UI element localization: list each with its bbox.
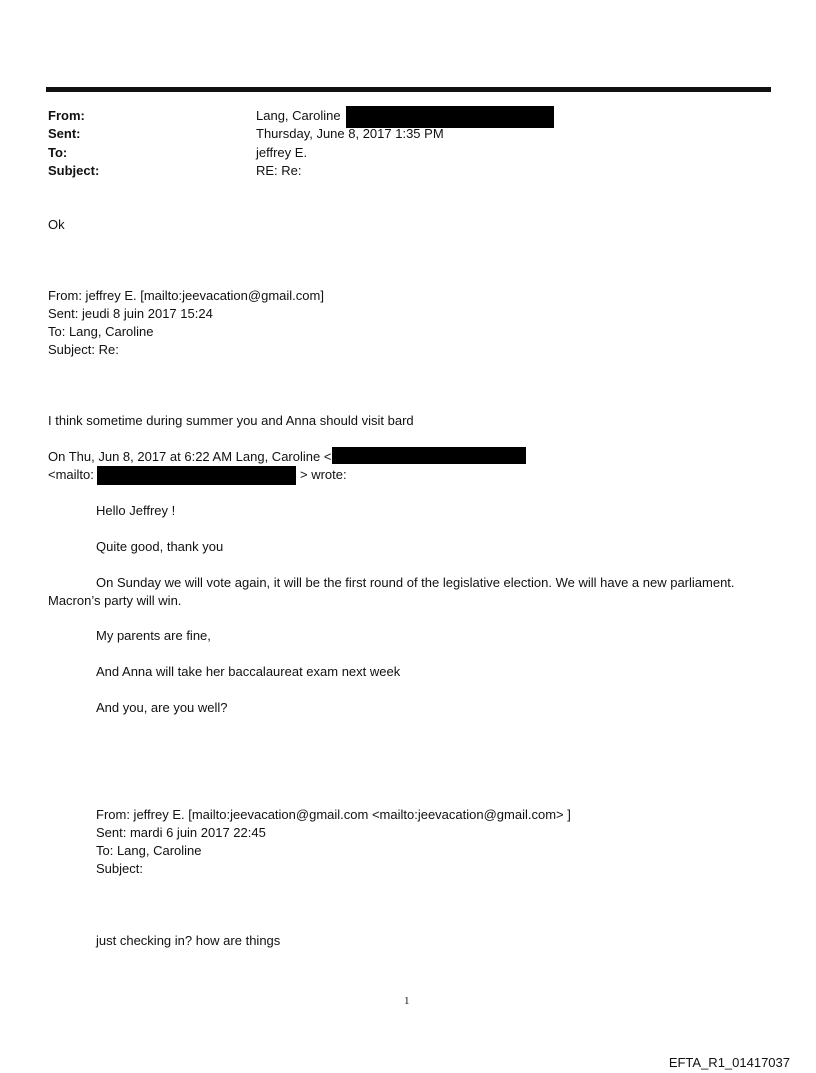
- subject-label: Subject:: [48, 163, 100, 178]
- inner-para1-line1: On Sunday we will vote again, it will be the first round of the legislative election. We will have a new parliament.: [96, 575, 735, 590]
- quoted2-sent: Sent: mardi 6 juin 2017 22:45: [96, 825, 266, 840]
- bates-number: EFTA_R1_01417037: [668, 1055, 790, 1070]
- quoted2-to: To: Lang, Caroline: [96, 843, 202, 858]
- inner-greeting: Hello Jeffrey !: [96, 503, 176, 518]
- subject-value: RE: Re:: [256, 163, 302, 178]
- inner-line4: And you, are you well?: [96, 700, 228, 715]
- inner-line3: And Anna will take her baccalaureat exam next week: [96, 664, 401, 679]
- sent-value: Thursday, June 8, 2017 1:35 PM: [256, 126, 444, 141]
- quoted2-subject: Subject:: [96, 861, 143, 876]
- quoted2-body: just checking in? how are things: [96, 933, 281, 948]
- quoted1-to: To: Lang, Caroline: [48, 324, 154, 339]
- inner-line2: My parents are fine,: [96, 628, 211, 643]
- redaction-mailto-email: [97, 466, 296, 485]
- wrote-suffix: > wrote:: [300, 467, 347, 482]
- quoted1-subject: Subject: Re:: [48, 342, 119, 357]
- redaction-from-email: [346, 106, 554, 128]
- quoted2-from: From: jeffrey E. [mailto:jeevacation@gmail.com <mailto:jeevacation@gmail.com> ]: [96, 807, 571, 822]
- from-label: From:: [48, 108, 85, 123]
- from-value: Lang, Caroline: [256, 108, 341, 123]
- reply-body: Ok: [48, 217, 65, 232]
- header-rule: [46, 87, 771, 92]
- inner-line1: Quite good, thank you: [96, 539, 224, 554]
- page-number: 1: [404, 995, 410, 1007]
- quoted1-body: I think sometime during summer you and Anna should visit bard: [48, 413, 414, 428]
- quoted1-from: From: jeffrey E. [mailto:jeevacation@gmail.com]: [48, 288, 324, 303]
- redaction-sender-email: [332, 447, 526, 464]
- to-label: To:: [48, 145, 68, 160]
- sent-label: Sent:: [48, 126, 81, 141]
- mailto-prefix: <mailto:: [48, 467, 94, 482]
- on-wrote-line: On Thu, Jun 8, 2017 at 6:22 AM Lang, Caroline <: [48, 449, 332, 464]
- inner-para1-line2: Macron’s party will win.: [48, 593, 182, 608]
- quoted1-sent: Sent: jeudi 8 juin 2017 15:24: [48, 306, 213, 321]
- to-value: jeffrey E.: [256, 145, 308, 160]
